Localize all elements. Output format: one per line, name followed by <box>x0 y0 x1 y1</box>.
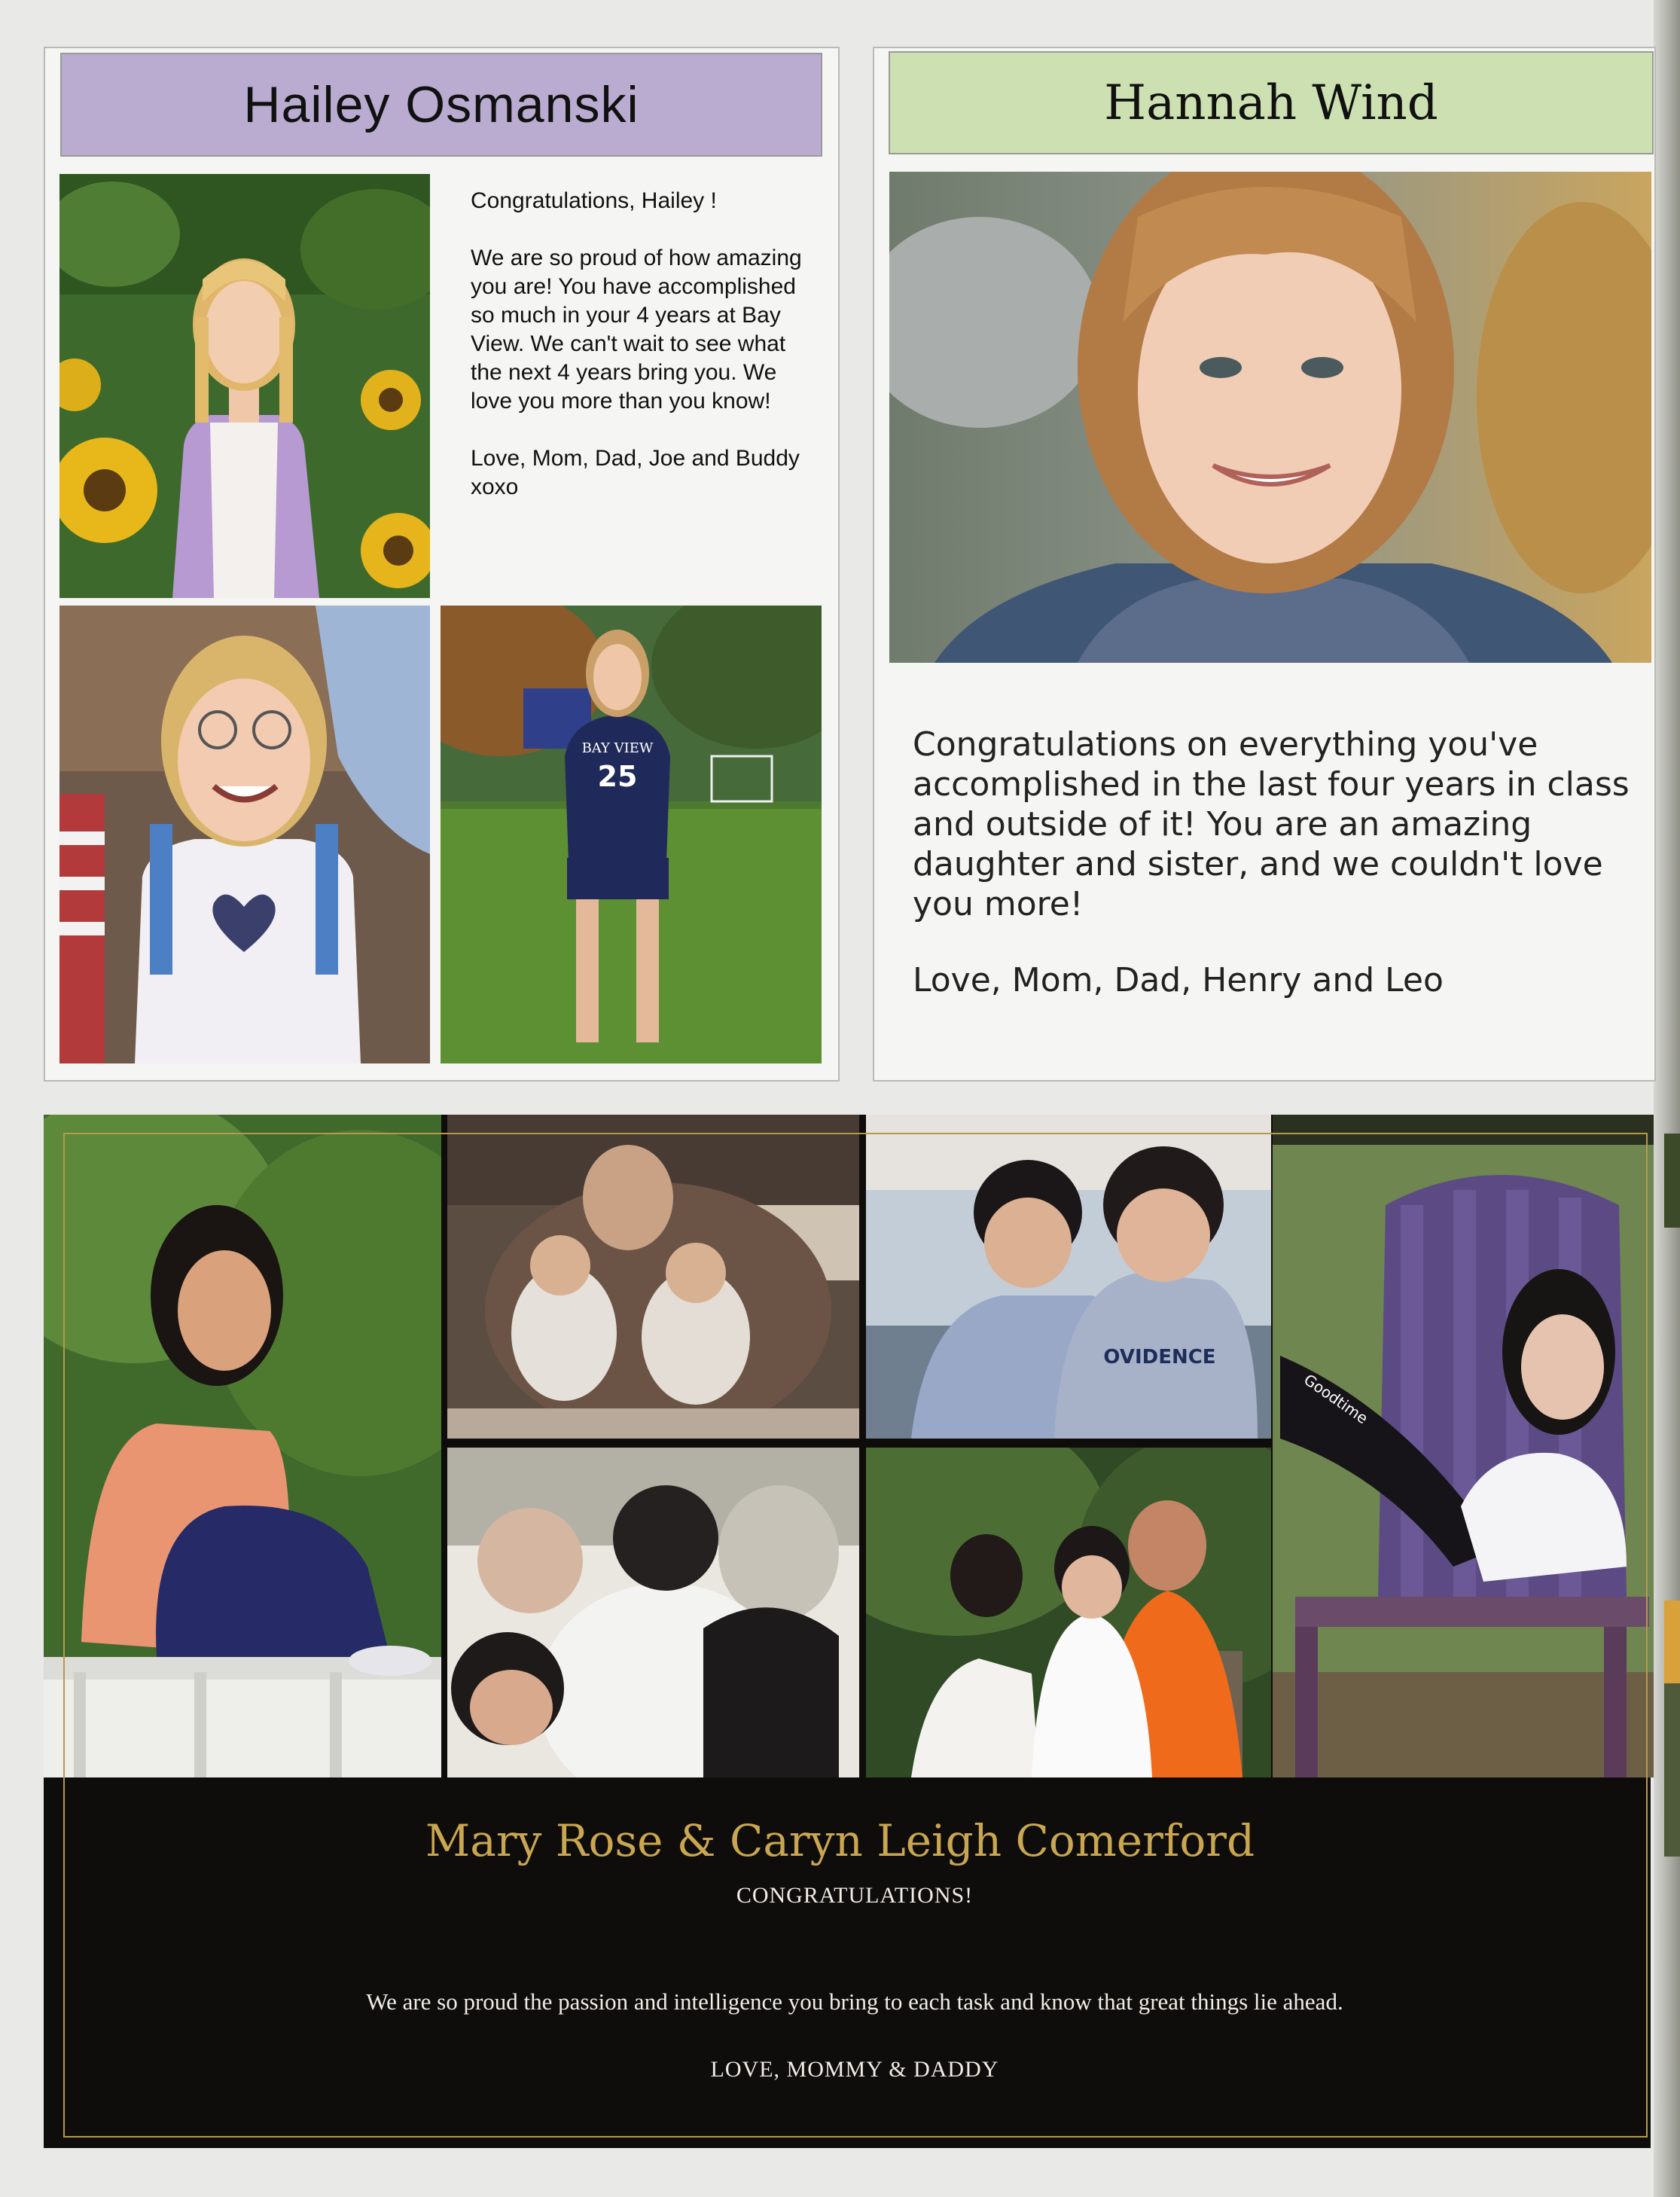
jersey-text: BAY VIEW <box>581 740 654 756</box>
comerford-gold-border <box>63 1133 1648 2137</box>
hailey-message-block <box>471 187 802 530</box>
comerford-title: Mary Rose & Caryn Leigh Comerford <box>425 1815 1255 1866</box>
hannah-name: Hannah Wind <box>1104 75 1438 131</box>
hailey-soccer-photo <box>441 606 822 1063</box>
pants-text: Goodtime <box>1300 1370 1372 1428</box>
hannah-message-block <box>913 725 1636 1036</box>
hailey-childhood-photo <box>59 606 430 1063</box>
sweatshirt-text: OVIDENCE <box>1103 1346 1216 1369</box>
page-edge <box>1654 0 1680 2197</box>
adjacent-page-strip <box>1664 1134 1680 1228</box>
comerford-headline: CONGRATULATIONS! <box>736 1883 974 1908</box>
hailey-sunflower-portrait <box>59 174 430 598</box>
adjacent-page-strip <box>1664 1600 1680 1683</box>
hannah-closing: Love, Mom, Dad, Henry and Leo <box>913 961 1444 999</box>
comerford-closing: LOVE, MOMMY & DADDY <box>710 2057 999 2082</box>
hannah-portrait <box>889 172 1651 663</box>
hannah-name-banner <box>889 51 1654 154</box>
hailey-name-banner <box>60 53 822 157</box>
hailey-greeting: Congratulations, Hailey ! <box>471 188 717 213</box>
hailey-message: We are so proud of how amazing you are! You have accomplished so much in your 4 years at Bay View. We can't wait to see what the next 4 years bring you. We love you more than you know! <box>471 246 802 413</box>
jersey-number: 25 <box>597 760 638 793</box>
hannah-message: Congratulations on everything you've accomplished in the last four years in class and outside of it! You are an amazing daughter and sister, and we couldn't love you more! <box>913 725 1630 923</box>
hailey-name: Hailey Osmanski <box>243 76 639 133</box>
comerford-message: We are so proud the passion and intelligence you bring to each task and know that great things lie ahead. <box>366 1988 1343 2015</box>
hailey-closing: Love, Mom, Dad, Joe and Buddy xoxo <box>471 446 800 499</box>
